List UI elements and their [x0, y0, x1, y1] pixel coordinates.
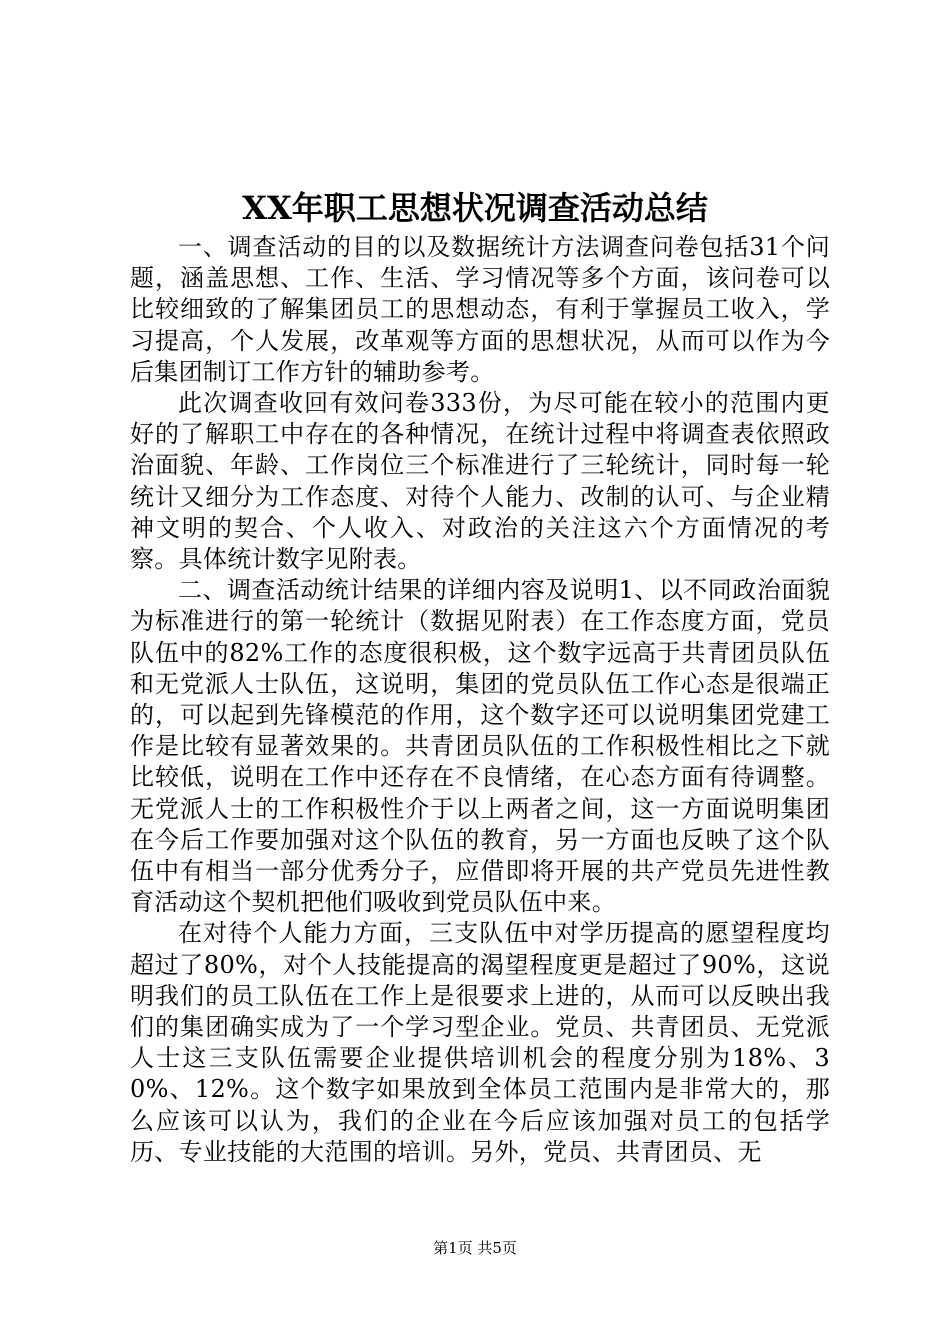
document-title: XX年职工思想状况调查活动总结: [242, 189, 708, 227]
document-body: [130, 232, 830, 1168]
paragraph-2: 此次调查收回有效问卷333份，为尽可能在较小的范围内更好的了解职工中存在的各种情况，在统计过程中将调查表依照政治面貌、年龄、工作岗位三个标准进行了三轮统计，同时每一轮统计又细分为工作态度、对待个人能力、改制的认可、与企业精神文明的契合、个人收入、对政治的关注这六个方面情况的考察。具体统计数字见附表。: [130, 389, 830, 574]
page-number-footer: 第1页 共5页: [433, 1239, 517, 1257]
paragraph-3: 二、调查活动统计结果的详细内容及说明1、以不同政治面貌为标准进行的第一轮统计（数据见附表）在工作态度方面，党员队伍中的82%工作的态度很积极，这个数字远高于共青团员队伍和无党派人士队伍，这说明，集团的党员队伍工作心态是很端正的，可以起到先锋模范的作用，这个数字还可以说明集团党建工作是比较有显著效果的。共青团员队伍的工作积极性相比之下就比较低，说明在工作中还存在不良情绪，在心态方面有待调整。无党派人士的工作积极性介于以上两者之间，这一方面说明集团在今后工作要加强对这个队伍的教育，另一方面也反映了这个队伍中有相当一部分优秀分子，应借即将开展的共产党员先进性教育活动这个契机把他们吸收到党员队伍中来。: [130, 576, 830, 917]
paragraph-4: 在对待个人能力方面，三支队伍中对学历提高的愿望程度均超过了80%，对个人技能提高的渴望程度更是超过了90%，这说明我们的员工队伍在工作上是很要求上进的，从而可以反映出我们的集团确实成为了一个学习型企业。党员、共青团员、无党派人士这三支队伍需要企业提供培训机会的程度分别为18%、30%、12%。这个数字如果放到全体员工范围内是非常大的，那么应该可以认为，我们的企业在今后应该加强对员工的包括学历、专业技能的大范围的培训。另外，党员、共青团员、无: [130, 919, 830, 1166]
paragraph-1: 一、调查活动的目的以及数据统计方法调查问卷包括31个问题，涵盖思想、工作、生活、学习情况等多个方面，该问卷可以比较细致的了解集团员工的思想动态，有利于掌握员工收入，学习提高，个人发展，改革观等方面的思想状况，从而可以作为今后集团制订工作方针的辅助参考。: [130, 233, 830, 386]
